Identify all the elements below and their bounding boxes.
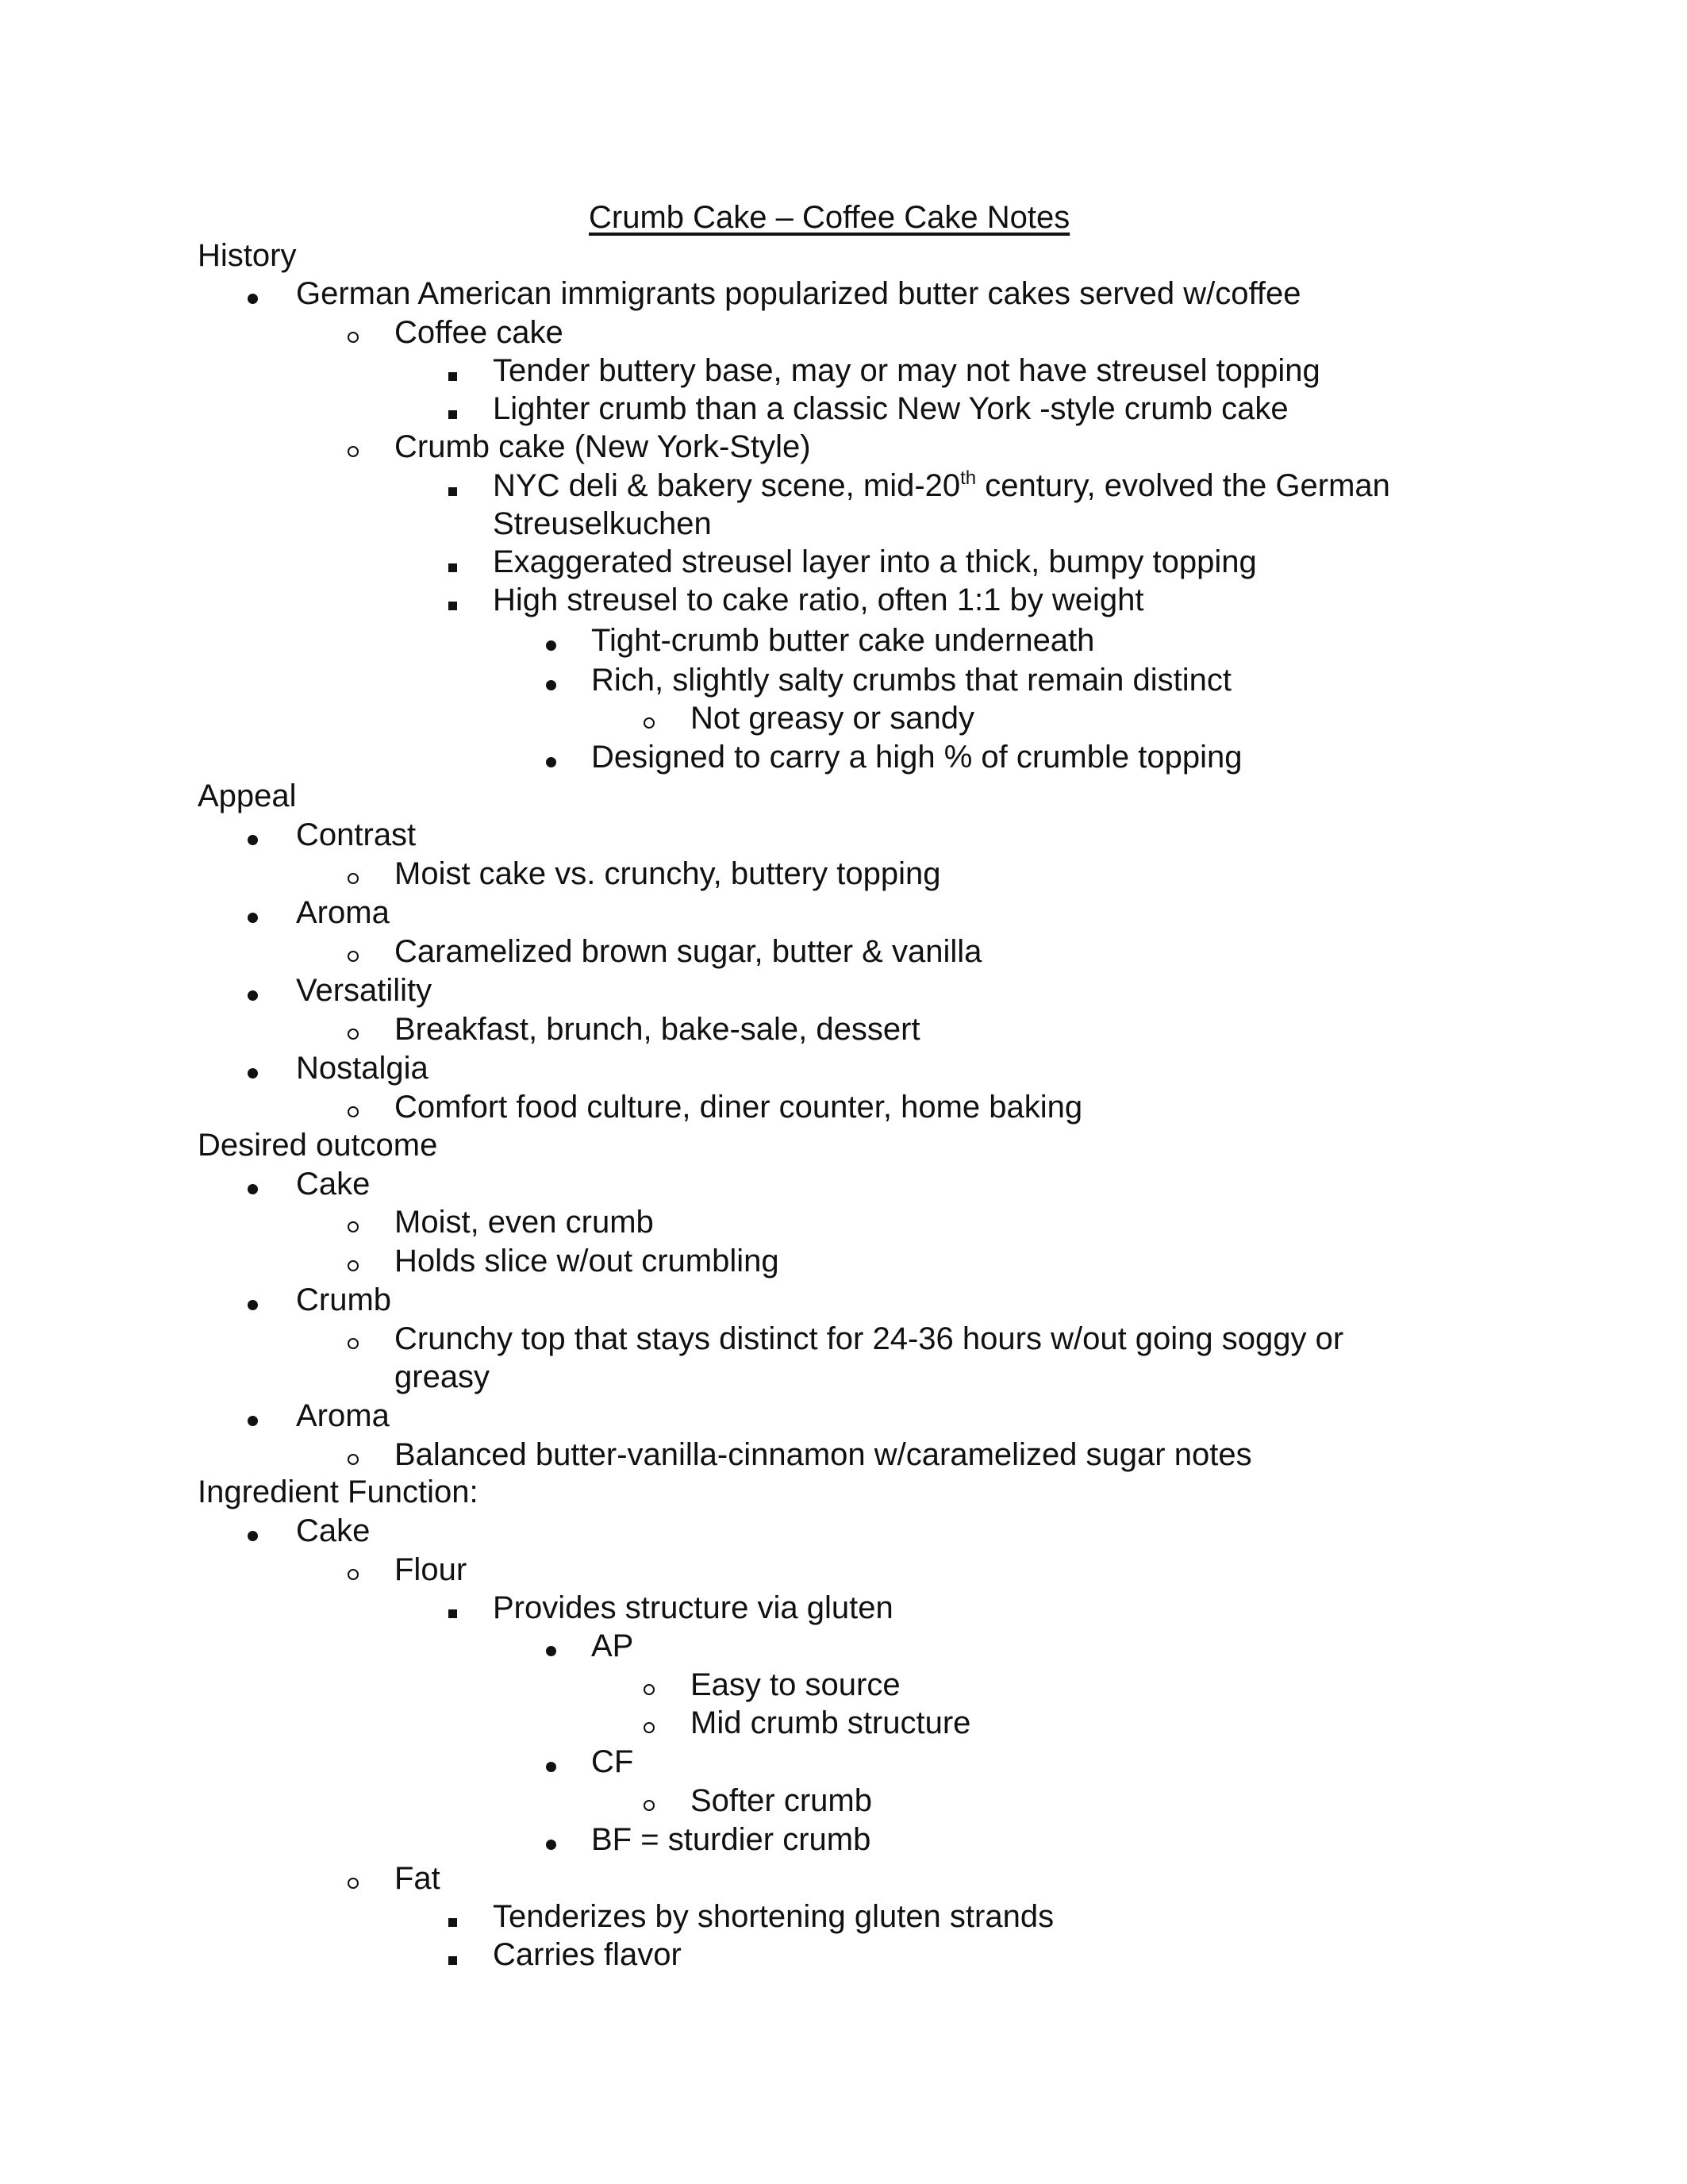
list-item: Softer crumb — [690, 1783, 872, 1818]
section-heading-history: History — [198, 238, 297, 273]
bullet-square — [448, 1936, 457, 1974]
bullet-circle — [644, 699, 655, 737]
bullet-dot — [546, 621, 556, 659]
list-item: Caramelized brown sugar, butter & vanilla — [394, 934, 982, 969]
list-item: Cake — [296, 1513, 371, 1548]
list-item: BF = sturdier crumb — [591, 1822, 871, 1857]
list-item: Comfort food culture, diner counter, home baking — [394, 1090, 1083, 1125]
list-item: Aroma — [296, 1398, 390, 1433]
list-item: Crumb cake (New York-Style) — [394, 429, 811, 464]
list-item: Moist, even crumb — [394, 1205, 654, 1240]
list-item — [493, 467, 1390, 505]
bullet-dot — [248, 1397, 258, 1435]
list-item: Balanced butter-vanilla-cinnamon w/caramelized sugar notes — [394, 1437, 1252, 1472]
bullet-circle — [644, 1782, 655, 1820]
bullet-circle — [348, 1320, 359, 1358]
section-heading-ingredient-function: Ingredient Function: — [198, 1475, 478, 1509]
list-item: Coffee cake — [394, 315, 563, 350]
list-item: Provides structure via gluten — [493, 1590, 893, 1625]
bullet-dot — [248, 275, 258, 313]
bullet-circle — [348, 1551, 359, 1589]
bullet-dot — [248, 1281, 258, 1319]
bullet-square — [448, 1898, 457, 1936]
list-item: Holds slice w/out crumbling — [394, 1244, 779, 1278]
bullet-circle — [348, 313, 359, 352]
bullet-dot — [546, 1821, 556, 1859]
list-item: Crunchy top that stays distinct for 24-36 hours w/out going soggy or — [394, 1321, 1344, 1356]
list-item-text: century, evolved the German — [976, 468, 1390, 503]
bullet-dot — [546, 1743, 556, 1781]
bullet-dot — [546, 661, 556, 699]
bullet-dot — [248, 1165, 258, 1203]
list-item: German American immigrants popularized butter cakes served w/coffee — [296, 276, 1301, 311]
bullet-dot — [248, 894, 258, 932]
bullet-dot — [248, 971, 258, 1009]
bullet-circle — [348, 1436, 359, 1474]
bullet-square — [448, 467, 457, 505]
section-heading-desired-outcome: Desired outcome — [198, 1128, 438, 1163]
bullet-circle — [348, 1088, 359, 1126]
list-item: CF — [591, 1744, 634, 1779]
list-item: Contrast — [296, 817, 417, 852]
section-heading-appeal: Appeal — [198, 779, 297, 813]
bullet-circle — [348, 1203, 359, 1241]
list-item: High streusel to cake ratio, often 1:1 by weight — [493, 583, 1144, 617]
list-item: Mid crumb structure — [690, 1705, 971, 1740]
page-title: Crumb Cake – Coffee Cake Notes — [589, 200, 1070, 235]
list-item: Flour — [394, 1552, 467, 1587]
bullet-square — [448, 352, 457, 390]
bullet-circle — [348, 1010, 359, 1048]
bullet-dot — [546, 738, 556, 776]
list-item: Tenderizes by shortening gluten strands — [493, 1899, 1055, 1934]
list-item-continuation: greasy — [394, 1359, 490, 1394]
list-item: Versatility — [296, 973, 432, 1008]
bullet-square — [448, 581, 457, 619]
bullet-circle — [348, 1242, 359, 1280]
list-item: Breakfast, brunch, bake-sale, dessert — [394, 1012, 920, 1047]
list-item: Moist cake vs. crunchy, buttery topping — [394, 856, 941, 891]
list-item: Tight-crumb butter cake underneath — [591, 623, 1095, 658]
list-item: AP — [591, 1628, 634, 1663]
bullet-dot — [248, 816, 258, 854]
bullet-circle — [348, 428, 359, 466]
bullet-square — [448, 543, 457, 581]
superscript: th — [960, 467, 977, 489]
list-item: Fat — [394, 1861, 440, 1896]
list-item-continuation: Streuselkuchen — [493, 506, 712, 541]
bullet-circle — [348, 932, 359, 971]
bullet-square — [448, 1589, 457, 1627]
list-item: Easy to source — [690, 1667, 901, 1702]
list-item: Rich, slightly salty crumbs that remain distinct — [591, 663, 1232, 698]
list-item: Aroma — [296, 895, 390, 930]
list-item: Exaggerated streusel layer into a thick, bumpy topping — [493, 544, 1257, 579]
list-item: Carries flavor — [493, 1937, 682, 1972]
bullet-circle — [644, 1666, 655, 1704]
list-item: Nostalgia — [296, 1051, 428, 1086]
list-item: Tender buttery base, may or may not have streusel topping — [493, 353, 1320, 388]
list-item-text: NYC deli & bakery scene, mid-20 — [493, 468, 961, 503]
bullet-circle — [348, 855, 359, 893]
bullet-dot — [248, 1049, 258, 1087]
bullet-circle — [348, 1859, 359, 1898]
list-item: Not greasy or sandy — [690, 701, 974, 736]
list-item: Lighter crumb than a classic New York -style crumb cake — [493, 391, 1289, 426]
bullet-dot — [546, 1627, 556, 1665]
bullet-circle — [644, 1704, 655, 1742]
bullet-dot — [248, 1512, 258, 1550]
list-item: Crumb — [296, 1282, 392, 1317]
list-item: Designed to carry a high % of crumble topping — [591, 740, 1243, 775]
bullet-square — [448, 390, 457, 428]
list-item: Cake — [296, 1167, 371, 1202]
